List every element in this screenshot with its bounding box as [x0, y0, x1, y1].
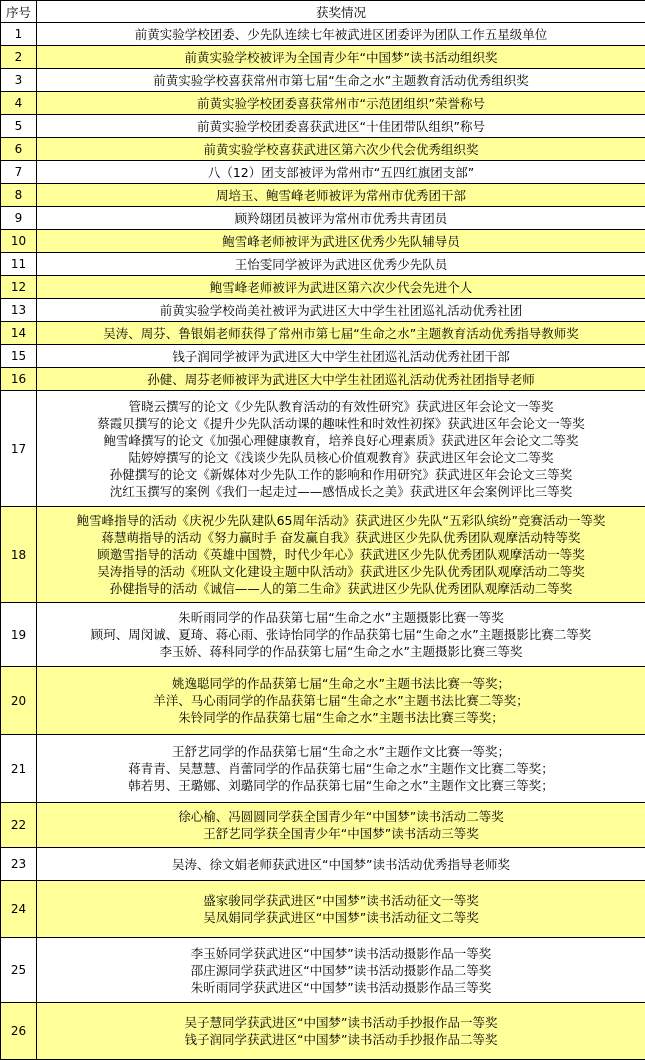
award-line: 前黄实验学校尚美社被评为武进区大中学生社团巡礼活动优秀社团	[37, 302, 645, 319]
award-line: 朱昕雨同学的作品获第七届“生命之水”主题摄影比赛一等奖	[37, 609, 645, 626]
award-description	[37, 69, 645, 92]
table-row	[1, 207, 645, 230]
award-line: 顾珂、周闵诚、夏琦、蒋心雨、张诗怡同学的作品获第七届“生命之水”主题摄影比赛二等奖	[37, 626, 645, 643]
row-number: 23	[1, 848, 37, 881]
row-number: 22	[1, 803, 37, 848]
row-number: 20	[1, 667, 37, 735]
row-number: 9	[1, 207, 37, 230]
award-line: 前黄实验学校喜获常州市第七届“生命之水”主题教育活动优秀组织奖	[37, 72, 645, 89]
award-line: 鲍雪峰老师被评为武进区优秀少先队辅导员	[37, 233, 645, 250]
row-number: 19	[1, 603, 37, 667]
table-row	[1, 667, 645, 735]
award-description	[37, 230, 645, 253]
award-line: 蒋青青、吴慧慧、肖蕾同学的作品获第七届“生命之水”主题作文比赛二等奖；	[37, 760, 645, 777]
table-row	[1, 46, 645, 69]
award-description	[37, 184, 645, 207]
award-description	[37, 1003, 645, 1060]
row-number: 13	[1, 299, 37, 322]
table-row	[1, 253, 645, 276]
award-line: 王舒艺同学获全国青少年“中国梦”读书活动三等奖	[37, 825, 645, 842]
award-line: 蔡霞贝撰写的论文《提升少先队活动课的趣味性和时效性初探》获武进区年会论文一等奖	[37, 415, 645, 432]
table-row	[1, 161, 645, 184]
award-description	[37, 803, 645, 848]
award-line: 孙健指导的活动《诚信——人的第二生命》获武进区少先队优秀团队观摩活动二等奖	[37, 580, 645, 597]
award-line: 顾邀雪指导的活动《英雄中国赞，时代少年心》获武进区少先队优秀团队观摩活动一等奖	[37, 546, 645, 563]
award-line: 朱铃同学的作品获第七届“生命之水”主题书法比赛三等奖；	[37, 709, 645, 726]
award-line: 前黄实验学校喜获武进区第六次少代会优秀组织奖	[37, 141, 645, 158]
row-number: 7	[1, 161, 37, 184]
award-description	[37, 92, 645, 115]
row-number: 11	[1, 253, 37, 276]
table-row	[1, 115, 645, 138]
award-line: 吴涛、周芬、鲁银娟老师获得了常州市第七届“生命之水”主题教育活动优秀指导教师奖	[37, 325, 645, 342]
row-number: 15	[1, 345, 37, 368]
row-number: 17	[1, 391, 37, 507]
award-description	[37, 507, 645, 603]
table-row	[1, 92, 645, 115]
award-line: 周培玉、鲍雪峰老师被评为常州市优秀团干部	[37, 187, 645, 204]
row-number: 5	[1, 115, 37, 138]
table-row	[1, 184, 645, 207]
row-number: 4	[1, 92, 37, 115]
table-row	[1, 345, 645, 368]
row-number: 26	[1, 1003, 37, 1060]
award-line: 李玉娇同学获武进区“中国梦”读书活动摄影作品一等奖	[37, 945, 645, 962]
table-row	[1, 276, 645, 299]
row-number: 14	[1, 322, 37, 345]
header-index: 序号	[1, 1, 37, 23]
row-number: 10	[1, 230, 37, 253]
award-description	[37, 276, 645, 299]
award-line: 前黄实验学校团委、少先队连续七年被武进区团委评为团队工作五星级单位	[37, 26, 645, 43]
table-row	[1, 803, 645, 848]
award-line: 鲍雪峰撰写的论文《加强心理健康教育，培养良好心理素质》获武进区年会论文二等奖	[37, 432, 645, 449]
award-description	[37, 138, 645, 161]
row-number: 1	[1, 23, 37, 46]
award-description	[37, 46, 645, 69]
row-number: 6	[1, 138, 37, 161]
row-number: 18	[1, 507, 37, 603]
table-row	[1, 299, 645, 322]
award-line: 管晓云撰写的论文《少先队教育活动的有效性研究》获武进区年会论文一等奖	[37, 398, 645, 415]
award-description	[37, 603, 645, 667]
table-row	[1, 881, 645, 938]
award-line: 徐心榆、冯圆圆同学获全国青少年“中国梦”读书活动二等奖	[37, 808, 645, 825]
table-row	[1, 391, 645, 507]
award-line: 朱昕雨同学获武进区“中国梦”读书活动摄影作品三等奖	[37, 979, 645, 996]
award-line: 姚逸聪同学的作品获第七届“生命之水”主题书法比赛一等奖；	[37, 675, 645, 692]
award-line: 王舒艺同学的作品获第七届“生命之水”主题作文比赛一等奖；	[37, 743, 645, 760]
award-line: 孙健、周芬老师被评为武进区大中学生社团巡礼活动优秀社团指导老师	[37, 371, 645, 388]
table-row	[1, 138, 645, 161]
award-line: 钱子润同学被评为武进区大中学生社团巡礼活动优秀社团干部	[37, 348, 645, 365]
table-row	[1, 322, 645, 345]
award-description	[37, 667, 645, 735]
award-description	[37, 207, 645, 230]
award-line: 吴子慧同学获武进区“中国梦”读书活动手抄报作品一等奖	[37, 1014, 645, 1031]
award-line: 邵庄源同学获武进区“中国梦”读书活动摄影作品二等奖	[37, 962, 645, 979]
row-number: 25	[1, 938, 37, 1003]
row-number: 8	[1, 184, 37, 207]
award-line: 盛家骏同学获武进区“中国梦”读书活动征文一等奖	[37, 892, 645, 909]
table-row	[1, 848, 645, 881]
award-line: 吴涛、徐文娟老师获武进区“中国梦”读书活动优秀指导老师奖	[37, 856, 645, 873]
table-row	[1, 230, 645, 253]
award-description	[37, 368, 645, 391]
award-line: 钱子润同学获武进区“中国梦”读书活动手抄报作品二等奖	[37, 1031, 645, 1048]
award-line: 吴凤娟同学获武进区“中国梦”读书活动征文二等奖	[37, 909, 645, 926]
award-line: 李玉娇、蒋科同学的作品获第七届“生命之水”主题摄影比赛三等奖	[37, 643, 645, 660]
award-line: 羊洋、马心雨同学的作品获第七届“生命之水”主题书法比赛二等奖；	[37, 692, 645, 709]
row-number: 3	[1, 69, 37, 92]
award-line: 鲍雪峰指导的活动《庆祝少先队建队65周年活动》获武进区少先队“五彩队缤纷”竞赛活动一等奖	[37, 512, 645, 529]
table-row	[1, 603, 645, 667]
award-description	[37, 391, 645, 507]
award-line: 韩若男、王璐娜、刘璐同学的作品获第七届“生命之水”主题作文比赛三等奖；	[37, 777, 645, 794]
award-description	[37, 848, 645, 881]
award-description	[37, 23, 645, 46]
table-row	[1, 69, 645, 92]
award-line: 蒋慧萌指导的活动《努力赢时手 奋发赢自我》获武进区少先队优秀团队观摩活动特等奖	[37, 529, 645, 546]
award-description	[37, 299, 645, 322]
award-line: 沈红玉撰写的案例《我们一起走过——感悟成长之美》获武进区年会案例评比三等奖	[37, 483, 645, 500]
award-line: 孙健撰写的论文《新媒体对少先队工作的影响和作用研究》获武进区年会论文三等奖	[37, 466, 645, 483]
award-line: 鲍雪峰老师被评为武进区第六次少代会先进个人	[37, 279, 645, 296]
award-line: 前黄实验学校团委喜获武进区“十佳团带队组织”称号	[37, 118, 645, 135]
table-row	[1, 735, 645, 803]
table-row	[1, 368, 645, 391]
row-number: 16	[1, 368, 37, 391]
award-description	[37, 115, 645, 138]
award-description	[37, 322, 645, 345]
award-line: 吴涛指导的活动《班队文化建设主题中队活动》获武进区少先队优秀团队观摩活动二等奖	[37, 563, 645, 580]
award-description	[37, 253, 645, 276]
award-description	[37, 881, 645, 938]
award-description	[37, 161, 645, 184]
award-description	[37, 345, 645, 368]
award-line: 顾羚翃团员被评为常州市优秀共青团员	[37, 210, 645, 227]
row-number: 21	[1, 735, 37, 803]
header-content: 获奖情况	[37, 1, 645, 23]
awards-table-body	[1, 23, 645, 1060]
row-number: 12	[1, 276, 37, 299]
award-description	[37, 735, 645, 803]
table-row	[1, 23, 645, 46]
award-line: 陆婷婷撰写的论文《浅谈少先队员核心价值观教育》获武进区年会论文二等奖	[37, 449, 645, 466]
table-row	[1, 507, 645, 603]
row-number: 24	[1, 881, 37, 938]
award-line: 前黄实验学校被评为全国青少年“中国梦”读书活动组织奖	[37, 49, 645, 66]
award-line: 八（12）团支部被评为常州市“五四红旗团支部”	[37, 164, 645, 181]
award-description	[37, 938, 645, 1003]
table-row	[1, 938, 645, 1003]
award-line: 前黄实验学校团委喜获常州市“示范团组织”荣誉称号	[37, 95, 645, 112]
award-line: 王怡雯同学被评为武进区优秀少先队员	[37, 256, 645, 273]
row-number: 2	[1, 46, 37, 69]
table-row	[1, 1003, 645, 1060]
